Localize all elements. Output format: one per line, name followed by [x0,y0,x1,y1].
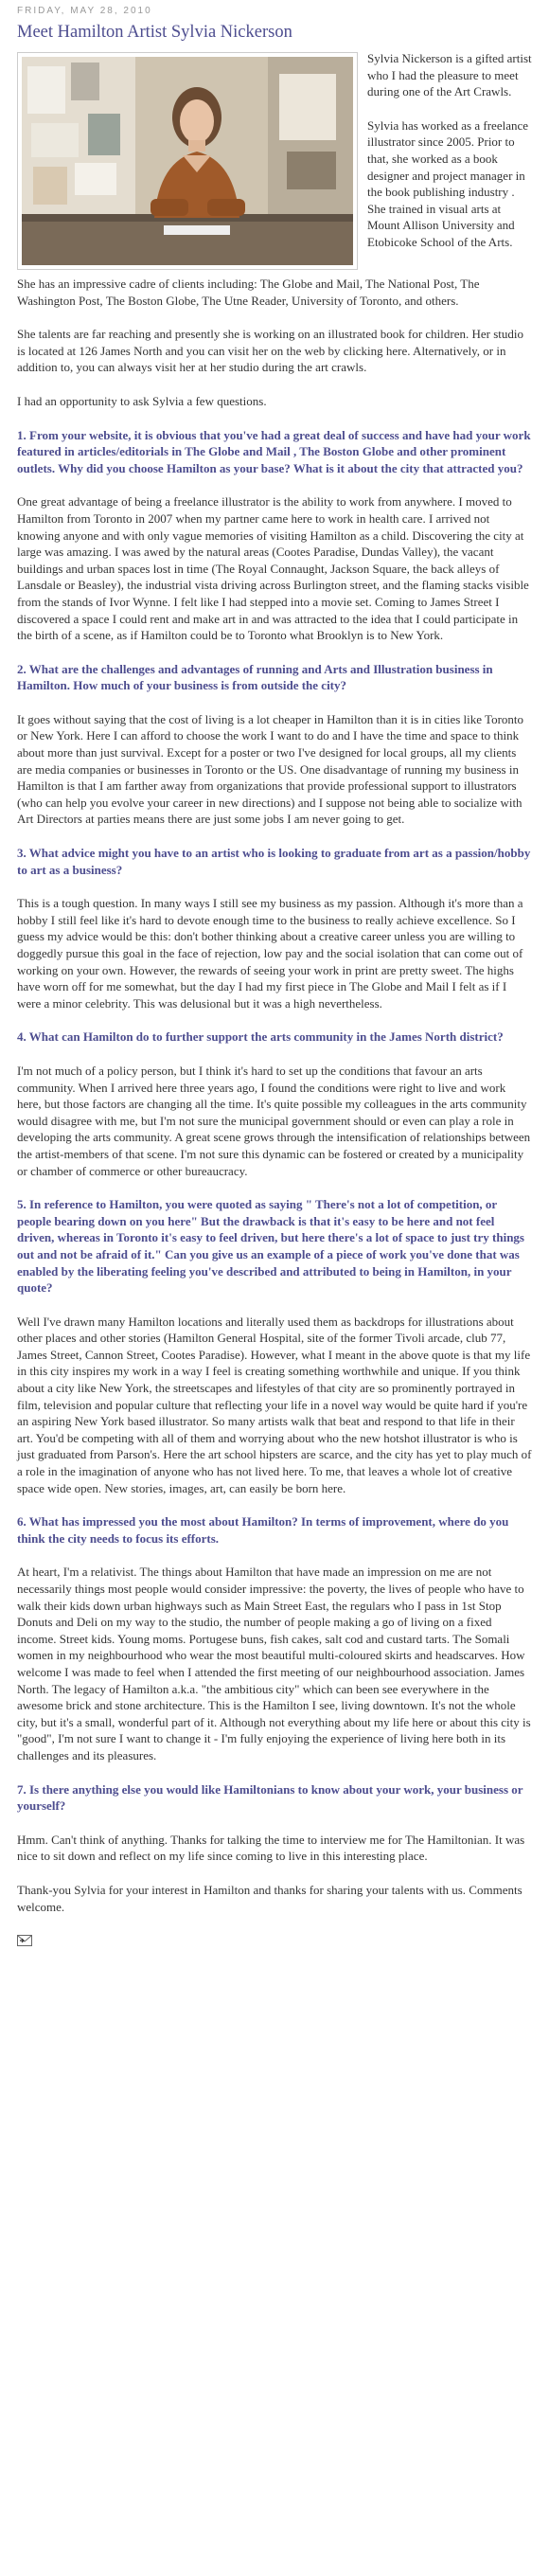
answer-1: One great advantage of being a freelance illustrator is the ability to work from anywhere. I moved to Hamilton from Toronto in 2007 when my partner came here to work in health care. I arrived not knowing anyone and with only vague memories of visiting Hamilton as a child. Discovering the city at large was amazing. I was awed by the natural areas (Cootes Paradise, Dundas Valley), the vacant buildings and urban spaces lost in time (The Royal Connaught, Jackson Square, the back alleys of Lansdale or Beasley), the industrial vista driving across Burlington street, and the flaming stacks visible from the stands of Ivor Wynne. I felt like I had stepped into a movie set. Coming to James Street I discovered a space I could rent and make art in and was attracted to the idea that I could participate in the birth of a scene, as if Hamilton could be to Toronto what Brooklyn is to New York. [17,494,529,643]
question-6: 6. What has impressed you the most about Hamilton? In terms of improvement, where do you think the city needs to focus its efforts. [17,1514,509,1546]
question-5: 5. In reference to Hamilton, you were quoted as saying " There's not a lot of competition, or people bearing down on you here" But the drawback is that it's easy to be here and not feel driven, whereas in Toronto it's easy to feel driven, but here there's a lot of space to just try things out and not be afraid of it." Can you give us an example of a piece of work you've done that was enabled by the liberating feeling you've described and attributed to being in Hamilton, in your quote? [17,1197,524,1296]
answer-4: I'm not much of a policy person, but I think it's hard to set up the conditions that favour an arts community. When I arrived here three years ago, I found the conditions were right to live and work here, but those factors are changing all the time. It's quite possible my colleagues in the arts community would disagree with me, but I'm not sure the municipal government should or even can play a role in developing the arts community. A great scene grows through the intensification of relationships between the artist-members of that scene. I'm not sure this dynamic can be fostered or created by a municipality or chamber of commerce or other bureaucracy. [17,1063,531,1178]
clients-paragraph: She has an impressive cadre of clients including: The Globe and Mail, The National Post, The Washington Post, The Boston Globe, The Utne Reader, University of Toronto, and others. [17,277,480,308]
answer-3: This is a tough question. In many ways I still see my business as my passion. Although it's more than a hobby I still feel like it's hard to devote enough time to the business to really achieve excellence. So I guess my advice would be this: don't bother thinking about a creative career unless you are willing to doggedly pursue this goal in the face of rejection, low pay and the social isolation that can come out of working on your own. However, the rewards of seeing your work in print are pretty sweet. The highs have worn off for me somewhat, but the day I had my first piece in The Globe and Mail I felt as if I were a minor celebrity. This was delusional but it was a high nevertheless. [17,896,523,1011]
answer-2: It goes without saying that the cost of living is a lot cheaper in Hamilton than it is in cities like Toronto or New York. Here I can afford to choose the work I want to do and I have the time and space to think about more than just survival. Except for a poster or two I've designed for local groups, all my clients are media companies or businesses in Toronto or the US. One disadvantage of running my business in Hamilton is that I am farther away from organizations that provide professional support to illustrators (who can help you evolve your career in new directions) and I suppose not being able to socialize with Art Directors at parties means there are just some jobs I am never going to get. [17,711,524,827]
date-header: FRIDAY, MAY 28, 2010 [17,6,152,16]
answer-7: Hmm. Can't think of anything. Thanks for talking the time to interview me for The Hamiltonian. It was nice to sit down and reflect on my life since coming to live in this interesting place. [17,1832,525,1864]
intro-paragraph-2: Sylvia has worked as a freelance illustrator since 2005. Prior to that, she worked as a book designer and project manager in the book publishing industry . She trained in visual arts at Mount Allison University and Etobicoke School of the Arts. [367,117,529,249]
answer-5: Well I've drawn many Hamilton locations and literally used them as backdrops for illustrations about other places and other stories (Hamilton General Hospital, site of the former Tivoli arcade, club 77, James Street, Cannon Street, Cootes Paradise). However, what I meant in the above quote is that my life in this city inspires my work in a way I feel is creating something worthwhile and unique. If you think about a city like New York, the streetscapes and lifestyles of that city are so prominently portrayed in film, television and popular culture that reflecting your life in a novel way would be quite hard if you're an aspiring New York based illustrator. So many artists walk that beat and respond to that life in their art. You'd be competing with all of them and worrying about who the new hotshot illustrator is who is just graduated from Parson's. Here the art school hipsters are scarce, and the city has yet to play much of a role in the imagination of anyone who has not lived here. To me, that leaves a whole lot of creative space wide open. New stories, images, art, can easily be born here. [17,1314,532,1495]
post-body [17,50,532,1951]
ask-paragraph: I had an opportunity to ask Sylvia a few questions. [17,393,267,408]
question-7: 7. Is there anything else you would like Hamiltonians to know about your work, your business or yourself? [17,1781,523,1814]
question-3: 3. What advice might you have to an artist who is looking to graduate from art as a passion/hobby to art as a business? [17,846,531,877]
closing-paragraph: Thank-you Sylvia for your interest in Hamilton and thanks for sharing your talents with us. Comments welcome. [17,1882,522,1914]
artist-photo-image [22,57,353,265]
answer-6: At heart, I'm a relativist. The things about Hamilton that have made an impression on me are not necessarily things most people would consider impressive: the poverty, the lives of people who have to walk their kids down urban highways such as Main Street East, the regulars who I pass in 1st Stop Donuts and Deli on my way to the studio, the number of people making a go of living on a fixed income. Street kids. Young moms. Portugese buns, fish cakes, salt cod and custard tarts. The Somali women in my neighbourhood who wear the most beautiful multi-coloured skirts and headscarves. How welcome I was made to feel when I attended the first meeting of our neighbourhood association. James North. The legacy of Hamilton a.k.a. "the ambitious city" which can been see everywhere in the awesome brick and stone architecture. This is the Hamilton I see, living downtown. It's not the whole city, but it's a small, wonderful part of it. Although not everything about my life here or about this city is "good", I'm not sure I want to change it - I'm fully enjoying the experience of living here both in its challenges and its pleasures. [17,1565,531,1762]
artist-photo [17,52,358,270]
question-1: 1. From your website, it is obvious that you've had a great deal of success and have had your work featured in articles/editorials in The Globe and Mail , The Boston Globe and other prominent outlets. Why did you choose Hamilton as your base? What is it about the city that attracted you? [17,427,531,475]
post-title[interactable]: Meet Hamilton Artist Sylvia Nickerson [17,23,292,42]
email-post-icon[interactable] [17,1934,32,1945]
intro-paragraph-1: Sylvia Nickerson is a gifted artist who I had the pleasure to meet during one of the Art Crawls. [367,51,532,99]
question-4: 4. What can Hamilton do to further support the arts community in the James North district? [17,1029,504,1045]
talents-paragraph[interactable]: She talents are far reaching and presently she is working on an illustrated book for children. Her studio is located at 126 James North and you can visit her on the web by clicking here. Alternatively, or in addition to, you can always visit her at her studio during the art crawls. [17,327,524,375]
question-2: 2. What are the challenges and advantages of running and Arts and Illustration business in Hamilton. How much of your business is from outside the city? [17,661,493,693]
